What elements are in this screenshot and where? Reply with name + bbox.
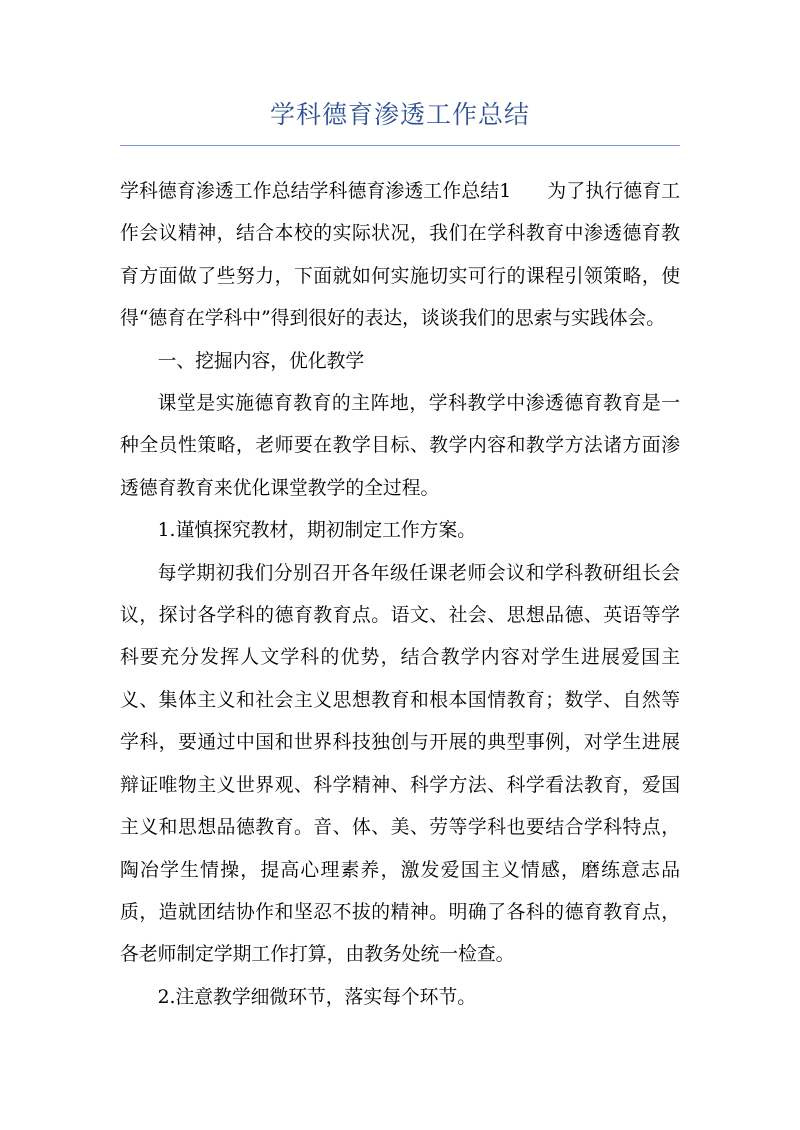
document-title: 学科德育渗透工作总结 [269,100,530,129]
subheading-2: 2.注意教学细微环节，落实每个环节。 [157,986,477,1008]
document-body [120,171,680,1019]
paragraph-semester-plan: 每学期初我们分别召开各年级任课老师会议和学科教研组长会议，探讨各学科的德育教育点。语文、社会、思想品德、英语等学科要充分发挥人文学科的优势，结合教学内容对学生进展爱国主义、集体主义和社会主义思想教育和根本国情教育；数学、自然等学科，要通过中国和世界科技独创与开展的典型事例，对学生进展辩证唯物主义世界观、科学精神、科学方法、科学看法教育，爱国主义和思想品德教育。音、体、美、劳等学科也要结合学科特点，陶冶学生情操，提高心理素养，激发爱国主义情感，磨练意志品质，造就团结协作和坚忍不拔的精神。明确了各科的德育教育点，各老师制定学期工作打算，由教务处统一检查。 [120,562,680,966]
intro-heading: 学科德育渗透工作总结学科德育渗透工作总结1 [120,181,512,202]
title-underline [120,145,680,146]
section-heading-1: 一、挖掘内容，优化教学 [157,350,365,372]
subheading-1: 1.谨慎探究教材，期初制定工作方案。 [157,520,477,542]
paragraph-classroom: 课堂是实施德育教育的主阵地，学科教学中渗透德育教育是一种全员性策略，老师要在教学目标、教学内容和教学方法诸方面渗透德育教育来优化课堂教学的全过程。 [120,393,680,499]
intro-text: 为了执行德育工作会议精神，结合本校的实际状况，我们在学科教育中渗透德育教育方面做了些努力，下面就如何实施切实可行的课程引领策略，使得“德育在学科中”得到很好的表达，谈谈我们的思索与实践体会。 [120,181,681,330]
paragraph-intro [120,171,680,341]
